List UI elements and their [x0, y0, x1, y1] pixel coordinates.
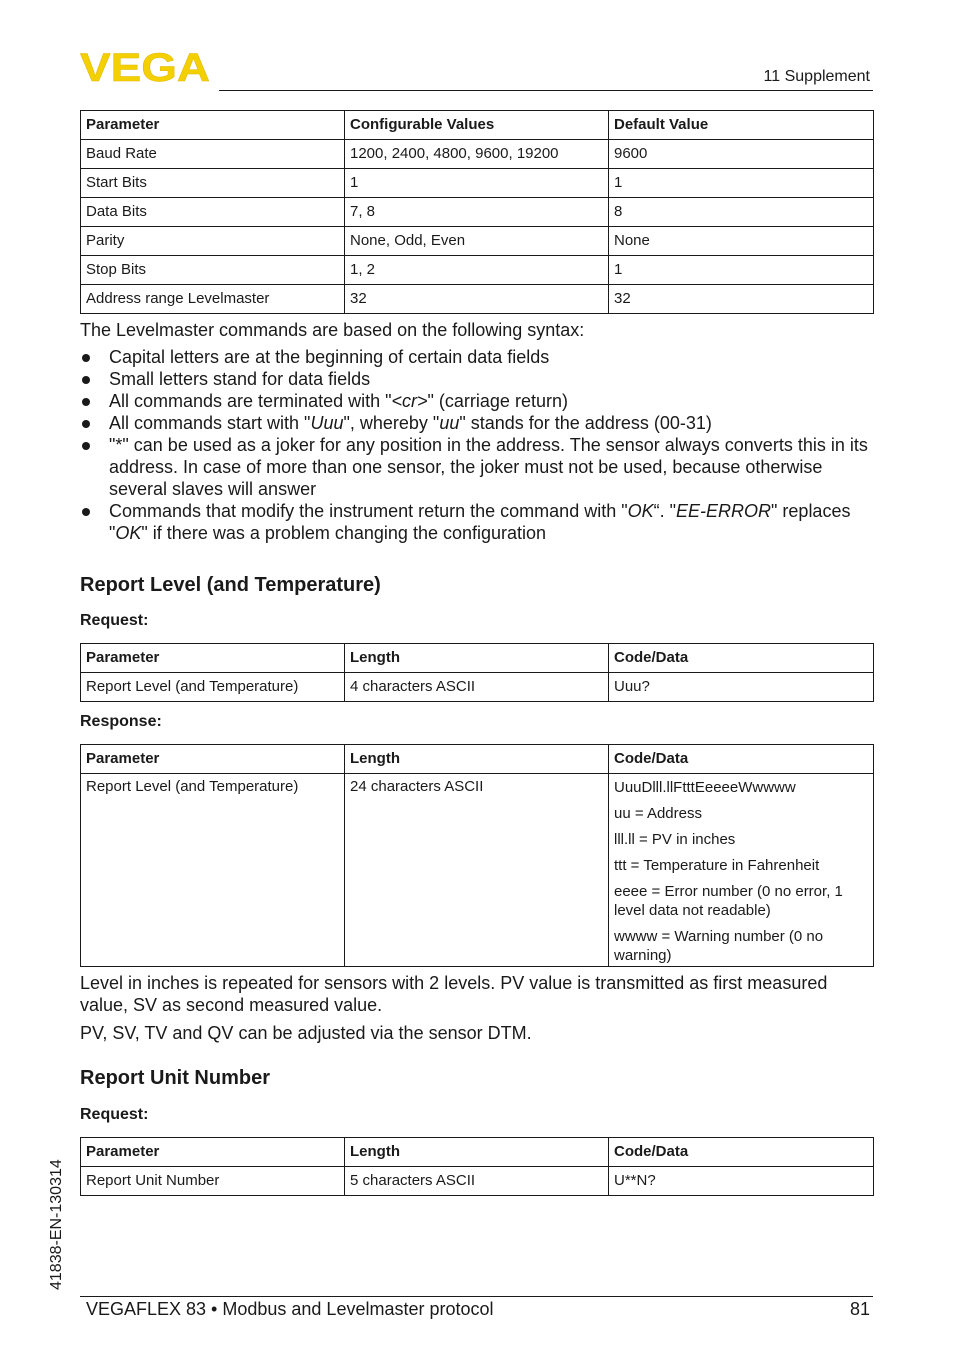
header-rule [219, 90, 873, 91]
code-line: eeee = Error number (0 no error, 1 level data not readable) [614, 883, 843, 919]
header-cell: Length [345, 1138, 609, 1167]
footer-title: VEGAFLEX 83 • Modbus and Levelmaster protocol [86, 1299, 494, 1319]
table-cell: 24 characters ASCII [345, 774, 609, 967]
bullet-icon [82, 420, 90, 428]
table-cell: 9600 [609, 140, 874, 169]
table-row [81, 774, 874, 967]
list-item: "*" can be used as a joker for any position in the address. The sensor always converts this in its address. In case of more than one sensor, the joker must not be used, because otherwise several slaves will answer [80, 434, 870, 500]
table-header-row [81, 745, 874, 774]
table-cell: Uuu? [609, 673, 874, 702]
bullet-icon [82, 376, 90, 384]
table-cell: 5 characters ASCII [345, 1167, 609, 1196]
header-cell: Code/Data [609, 1138, 874, 1167]
code-line: UuuDlll.llFtttEeeeeWwwww [614, 779, 796, 796]
report-level-request-table [80, 643, 874, 702]
code-line: lll.ll = PV in inches [614, 831, 736, 848]
table-cell: Report Level (and Temperature) [81, 774, 345, 967]
report-unit-request-table [80, 1137, 874, 1196]
bullet-icon [82, 442, 90, 450]
report-level-response-table [80, 744, 874, 967]
list-item: All commands start with "Uuu", whereby "uu" stands for the address (00-31) [80, 412, 870, 434]
response-label: Response: [80, 713, 162, 730]
table-cell: 1, 2 [345, 256, 609, 285]
svg-text:VEGA: VEGA [80, 50, 210, 84]
table-cell: Baud Rate [81, 140, 345, 169]
table-cell: Address range Levelmaster [81, 285, 345, 314]
list-item: All commands are terminated with "<cr>" (carriage return) [80, 390, 870, 412]
table-cell: Parity [81, 227, 345, 256]
table-cell: 1 [345, 169, 609, 198]
table-header-row [81, 644, 874, 673]
list-item: Commands that modify the instrument return the command with "OK“. "EE-ERROR" replaces "OK" if there was a problem changing the configuration [80, 500, 870, 544]
table-header-row [81, 111, 874, 140]
table-cell: 1 [609, 169, 874, 198]
code-line: uu = Address [614, 805, 702, 822]
section-title-report-level: Report Level (and Temperature) [80, 574, 381, 596]
header-cell: Length [345, 644, 609, 673]
bullet-icon [82, 398, 90, 406]
request-label: Request: [80, 612, 149, 629]
footer-rule [80, 1296, 873, 1297]
header-cell: Code/Data [609, 745, 874, 774]
header-cell: Default Value [609, 111, 874, 140]
bullet-icon [82, 508, 90, 516]
table-cell: U**N? [609, 1167, 874, 1196]
header-cell: Parameter [81, 644, 345, 673]
vega-logo [80, 50, 212, 84]
table-row [81, 1167, 874, 1196]
table-cell: 1 [609, 256, 874, 285]
table-cell: Start Bits [81, 169, 345, 198]
table-cell: Data Bits [81, 198, 345, 227]
section-title-report-unit: Report Unit Number [80, 1067, 270, 1089]
table-cell: 8 [609, 198, 874, 227]
table-cell: 32 [609, 285, 874, 314]
syntax-intro: The Levelmaster commands are based on the following syntax: [80, 320, 585, 340]
table-cell: 7, 8 [345, 198, 609, 227]
level-note: Level in inches is repeated for sensors with 2 levels. PV value is transmitted as first measured value, SV as second measured value. [80, 973, 828, 1015]
section-label: 11 Supplement [763, 68, 870, 85]
table-row [81, 256, 874, 285]
table-cell: 32 [345, 285, 609, 314]
header-cell: Length [345, 745, 609, 774]
dtm-note: PV, SV, TV and QV can be adjusted via the sensor DTM. [80, 1023, 532, 1043]
code-line: ttt = Temperature in Fahrenheit [614, 857, 820, 874]
table-cell: Report Level (and Temperature) [81, 673, 345, 702]
table-cell: None, Odd, Even [345, 227, 609, 256]
table-row [81, 198, 874, 227]
table-cell: None [609, 227, 874, 256]
table-row [81, 169, 874, 198]
page-number: 81 [849, 1299, 870, 1319]
table-row [81, 140, 874, 169]
document-id: 41838-EN-130314 [48, 1159, 65, 1290]
table-header-row [81, 1138, 874, 1167]
code-data-cell [609, 774, 874, 967]
table-cell: 1200, 2400, 4800, 9600, 19200 [345, 140, 609, 169]
request-label: Request: [80, 1106, 149, 1123]
code-line: wwww = Warning number (0 no warning) [614, 928, 824, 964]
table-cell: 4 characters ASCII [345, 673, 609, 702]
list-item: Small letters stand for data fields [80, 368, 870, 390]
header-cell: Parameter [81, 111, 345, 140]
list-item: Capital letters are at the beginning of certain data fields [80, 346, 870, 368]
header-cell: Code/Data [609, 644, 874, 673]
syntax-bullet-list [80, 346, 870, 544]
table-cell: Stop Bits [81, 256, 345, 285]
table-row [81, 285, 874, 314]
bullet-icon [82, 354, 90, 362]
header-cell: Configurable Values [345, 111, 609, 140]
table-row [81, 227, 874, 256]
table-cell: Report Unit Number [81, 1167, 345, 1196]
serial-params-table [80, 110, 874, 314]
table-row [81, 673, 874, 702]
header-cell: Parameter [81, 745, 345, 774]
header-cell: Parameter [81, 1138, 345, 1167]
